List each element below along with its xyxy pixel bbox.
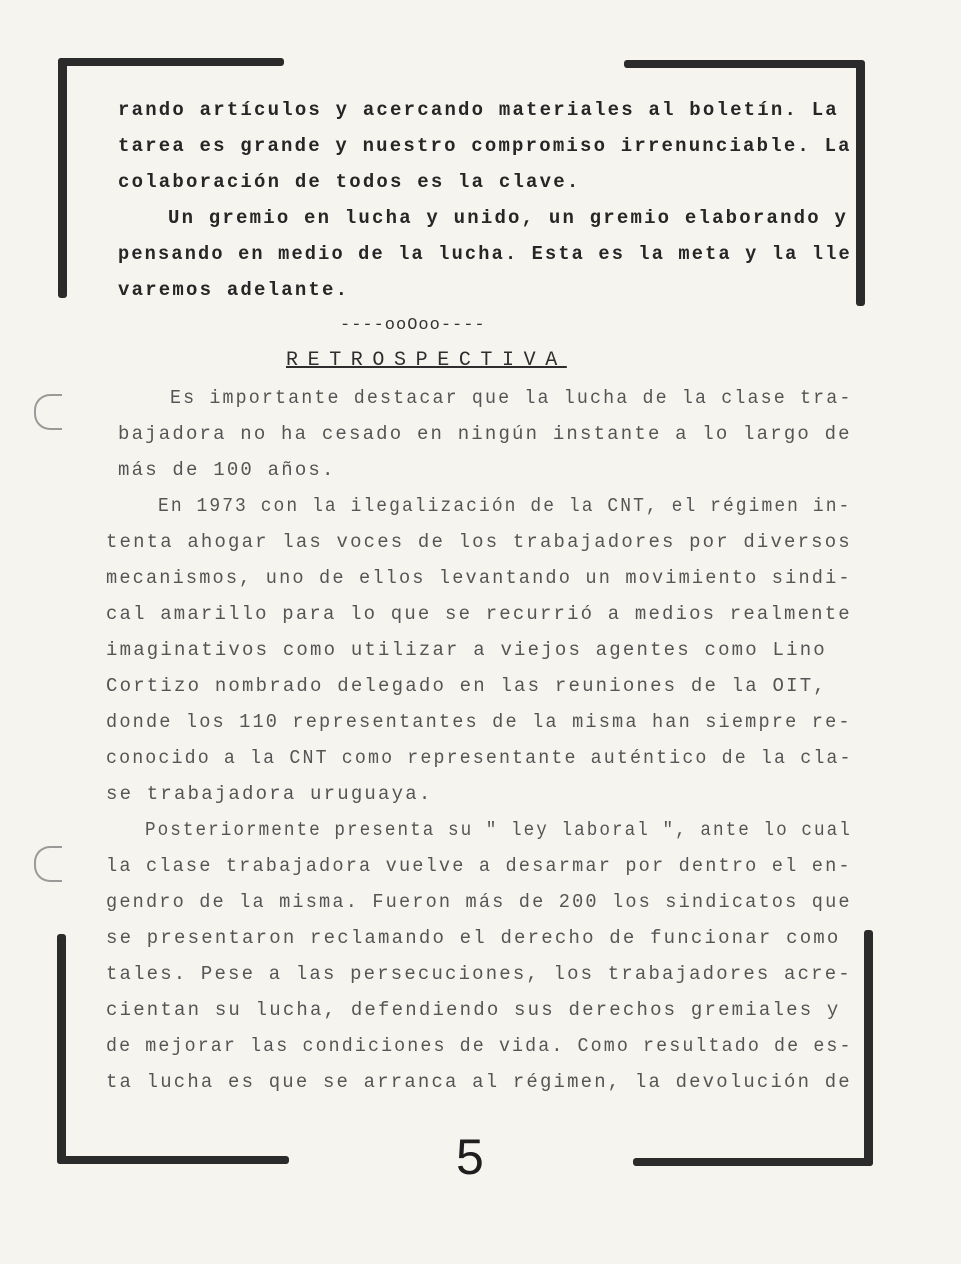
text-line: tenta ahogar las voces de los trabajadores por diversos	[106, 531, 852, 553]
text-line: En 1973 con la ilegalización de la CNT, el régimen in-	[158, 495, 852, 517]
text-line: imaginativos como utilizar a viejos agentes como Lino	[106, 639, 827, 661]
text-line: donde los 110 representantes de la misma han siempre re-	[106, 711, 852, 733]
text-line: ta lucha es que se arranca al régimen, la devolución de	[106, 1071, 852, 1093]
section-heading: RETROSPECTIVA	[286, 349, 567, 372]
text-line: cientan su lucha, defendiendo sus derechos gremiales y	[106, 999, 841, 1021]
corner-bracket-top-left-horizontal	[58, 58, 284, 66]
punch-hole-icon	[34, 846, 62, 882]
text-line: se presentaron reclamando el derecho de funcionar como	[106, 927, 841, 949]
corner-bracket-top-right-vertical	[856, 60, 865, 306]
corner-bracket-bottom-left-vertical	[57, 934, 66, 1164]
section-separator: ----ooOoo----	[340, 316, 486, 335]
text-line: cal amarillo para lo que se recurrió a medios realmente	[106, 603, 852, 625]
text-line: varemos adelante.	[118, 279, 350, 301]
text-line: se trabajadora uruguaya.	[106, 783, 433, 805]
text-line: tarea es grande y nuestro compromiso irrenunciable. La	[118, 135, 852, 157]
corner-bracket-bottom-right-horizontal	[633, 1158, 873, 1166]
text-line: tales. Pese a las persecuciones, los trabajadores acre-	[106, 963, 852, 985]
text-line: rando artículos y acercando materiales al boletín. La	[118, 99, 839, 121]
text-line: Un gremio en lucha y unido, un gremio elaborando y	[168, 207, 849, 229]
corner-bracket-top-right-horizontal	[624, 60, 864, 68]
corner-bracket-top-left-vertical	[58, 58, 67, 298]
text-line: pensando en medio de la lucha. Esta es la meta y la lle	[118, 243, 852, 265]
corner-bracket-bottom-right-vertical	[864, 930, 873, 1166]
text-line: conocido a la CNT como representante auténtico de la cla-	[106, 747, 853, 769]
punch-hole-icon	[34, 394, 62, 430]
text-line: mecanismos, uno de ellos levantando un movimiento sindi-	[106, 567, 852, 589]
corner-bracket-bottom-left-horizontal	[57, 1156, 289, 1164]
text-line: la clase trabajadora vuelve a desarmar por dentro el en-	[106, 855, 852, 877]
text-line: Es importante destacar que la lucha de la clase tra-	[170, 387, 853, 409]
text-line: Posteriormente presenta su " ley laboral ", ante lo cual	[145, 819, 852, 841]
text-line: de mejorar las condiciones de vida. Como resultado de es-	[106, 1035, 853, 1057]
text-line: gendro de la misma. Fueron más de 200 los sindicatos que	[106, 891, 852, 913]
text-line: Cortizo nombrado delegado en las reuniones de la OIT,	[106, 675, 827, 697]
text-line: bajadora no ha cesado en ningún instante a lo largo de	[118, 423, 852, 445]
text-line: colaboración de todos es la clave.	[118, 171, 581, 193]
page-number: 5	[456, 1129, 484, 1185]
text-line: más de 100 años.	[118, 459, 336, 481]
